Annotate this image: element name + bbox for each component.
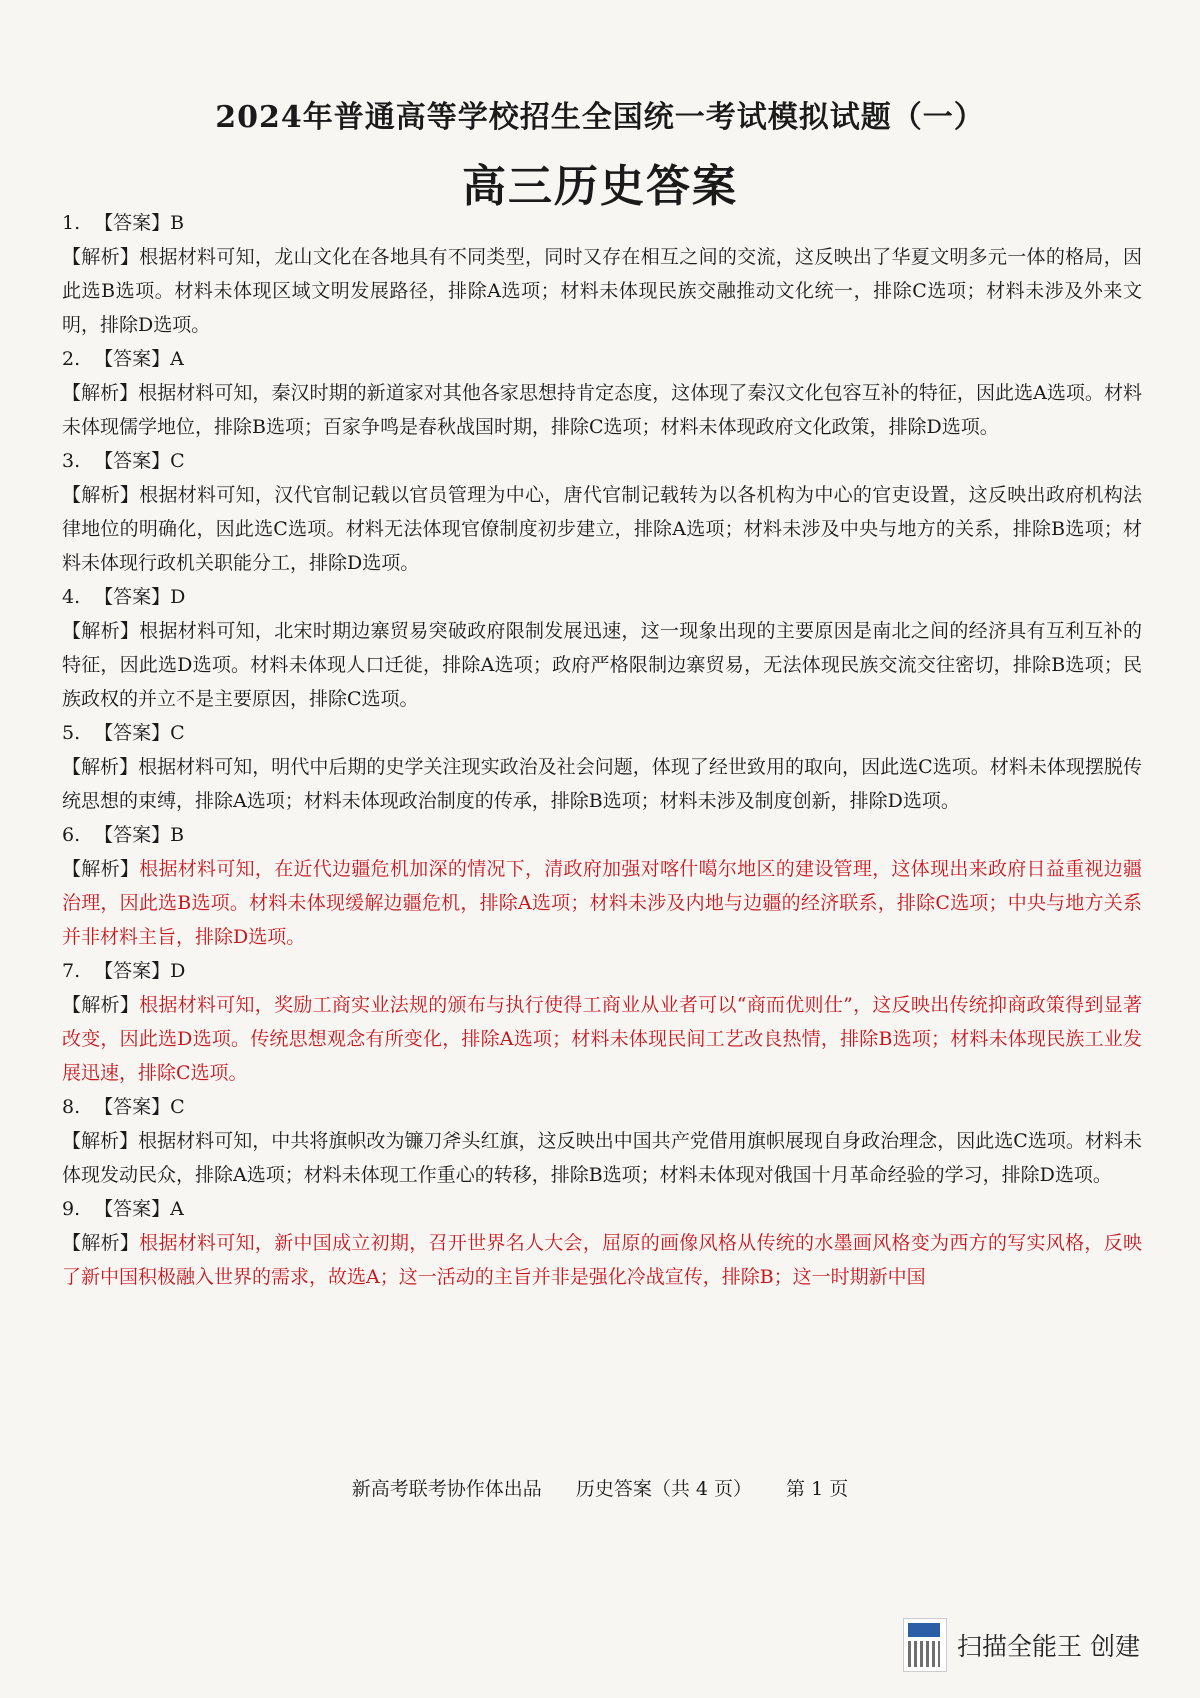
page-footer: [0, 1474, 1200, 1501]
explanation-label: 【解析】: [62, 756, 139, 778]
explanation-paragraph: [62, 614, 1142, 716]
question-number: 7.: [62, 960, 81, 982]
answer-line: [62, 580, 1142, 614]
question-number: 3.: [62, 450, 81, 472]
question-block: [62, 444, 1142, 580]
question-block: [62, 206, 1142, 342]
question-block: [62, 1192, 1142, 1294]
exam-title: 2024年普通高等学校招生全国统一考试模拟试题（一）: [215, 100, 985, 135]
explanation-text: 根据材料可知，在近代边疆危机加深的情况下，清政府加强对喀什噶尔地区的建设管理，这体现出来政府日益重视边疆治理，因此选B选项。材料未体现缓解边疆危机，排除A选项；材料未涉及内地与边疆的经济联系，排除C选项；中央与地方关系并非材料主旨，排除D选项。: [62, 858, 1142, 948]
footer-doc: 历史答案（共 4 页）: [575, 1478, 752, 1500]
explanation-text: 根据材料可知，奖励工商实业法规的颁布与执行使得工商业从业者可以“商而优则仕”，这反映出传统抑商政策得到显著改变，因此选D选项。传统思想观念有所变化，排除A选项；材料未体现民间工艺改良热情，排除B选项；材料未体现民族工业发展迅速，排除C选项。: [62, 994, 1142, 1084]
question-block: [62, 818, 1142, 954]
scanner-watermark: [903, 1616, 1171, 1674]
answer-title: 高三历史答案: [462, 161, 738, 212]
explanation-label: 【解析】: [62, 620, 140, 642]
footer-page-number: 第 1 页: [786, 1478, 849, 1500]
answer-choice: 【答案】C: [94, 1096, 185, 1118]
explanation-label: 【解析】: [62, 1130, 139, 1152]
explanation-text: 根据材料可知，新中国成立初期，召开世界名人大会，屈原的画像风格从传统的水墨画风格变为西方的写实风格，反映了新中国积极融入世界的需求，故选A；这一活动的主旨并非是强化冷战宣传，排除B；这一时期新中国: [62, 1232, 1142, 1288]
explanation-text: 根据材料可知，秦汉时期的新道家对其他各家思想持肯定态度，这体现了秦汉文化包容互补的特征，因此选A选项。材料未体现儒学地位，排除B选项；百家争鸣是春秋战国时期，排除C选项；材料未体现政府文化政策，排除D选项。: [62, 382, 1142, 438]
explanation-text: 根据材料可知，龙山文化在各地具有不同类型，同时又存在相互之间的交流，这反映出了华夏文明多元一体的格局，因此选B选项。材料未体现区域文明发展路径，排除A选项；材料未体现民族交融推动文化统一，排除C选项；材料未涉及外来文明，排除D选项。: [62, 246, 1142, 336]
explanation-paragraph: [62, 988, 1142, 1090]
question-block: [62, 954, 1142, 1090]
answer-line: [62, 716, 1142, 750]
explanation-text: 根据材料可知，明代中后期的史学关注现实政治及社会问题，体现了经世致用的取向，因此选C选项。材料未体现摆脱传统思想的束缚，排除A选项；材料未体现政治制度的传承，排除B选项；材料未涉及制度创新，排除D选项。: [62, 756, 1142, 812]
answer-line: [62, 818, 1142, 852]
question-block: [62, 716, 1142, 818]
answer-line: [62, 206, 1142, 240]
watermark-text: 扫描全能王 创建: [957, 1632, 1140, 1661]
answer-choice: 【答案】A: [94, 1198, 184, 1220]
qr-code-icon: [903, 1618, 947, 1672]
explanation-paragraph: [62, 1226, 1142, 1294]
explanation-label: 【解析】: [62, 246, 140, 268]
answer-line: [62, 954, 1142, 988]
question-block: [62, 1090, 1142, 1192]
answer-choice: 【答案】B: [94, 212, 185, 234]
question-number: 6.: [62, 824, 81, 846]
answer-list: [62, 206, 1142, 1294]
question-number: 1.: [62, 212, 81, 234]
explanation-label: 【解析】: [62, 484, 140, 506]
explanation-label: 【解析】: [62, 382, 139, 404]
footer-publisher: 新高考联考协作体出品: [351, 1478, 542, 1500]
explanation-label: 【解析】: [62, 858, 140, 880]
answer-choice: 【答案】D: [94, 586, 186, 608]
question-number: 4.: [62, 586, 81, 608]
answer-line: [62, 1192, 1142, 1226]
answer-choice: 【答案】D: [94, 960, 186, 982]
explanation-paragraph: [62, 852, 1142, 954]
explanation-paragraph: [62, 376, 1142, 444]
question-number: 8.: [62, 1096, 81, 1118]
explanation-paragraph: [62, 1124, 1142, 1192]
explanation-label: 【解析】: [62, 1232, 140, 1254]
answer-choice: 【答案】B: [94, 824, 185, 846]
explanation-paragraph: [62, 478, 1142, 580]
answer-line: [62, 342, 1142, 376]
explanation-paragraph: [62, 750, 1142, 818]
question-number: 2.: [62, 348, 81, 370]
explanation-text: 根据材料可知，北宋时期边寨贸易突破政府限制发展迅速，这一现象出现的主要原因是南北之间的经济具有互利互补的特征，因此选D选项。材料未体现人口迁徙，排除A选项；政府严格限制边寨贸易，无法体现民族交流交往密切，排除B选项；民族政权的并立不是主要原因，排除C选项。: [62, 620, 1142, 710]
question-number: 9.: [62, 1198, 81, 1220]
explanation-text: 根据材料可知，中共将旗帜改为镰刀斧头红旗，这反映出中国共产党借用旗帜展现自身政治理念，因此选C选项。材料未体现发动民众，排除A选项；材料未体现工作重心的转移，排除B选项；材料未体现对俄国十月革命经验的学习，排除D选项。: [62, 1130, 1142, 1186]
explanation-label: 【解析】: [62, 994, 140, 1016]
explanation-text: 根据材料可知，汉代官制记载以官员管理为中心，唐代官制记载转为以各机构为中心的官吏设置，这反映出政府机构法律地位的明确化，因此选C选项。材料无法体现官僚制度初步建立，排除A选项；材料未涉及中央与地方的关系，排除B选项；材料未体现行政机关职能分工，排除D选项。: [62, 484, 1142, 574]
question-block: [62, 580, 1142, 716]
answer-line: [62, 444, 1142, 478]
answer-choice: 【答案】C: [94, 722, 185, 744]
question-number: 5.: [62, 722, 81, 744]
question-block: [62, 342, 1142, 444]
answer-choice: 【答案】C: [94, 450, 185, 472]
explanation-paragraph: [62, 240, 1142, 342]
answer-line: [62, 1090, 1142, 1124]
answer-choice: 【答案】A: [94, 348, 184, 370]
